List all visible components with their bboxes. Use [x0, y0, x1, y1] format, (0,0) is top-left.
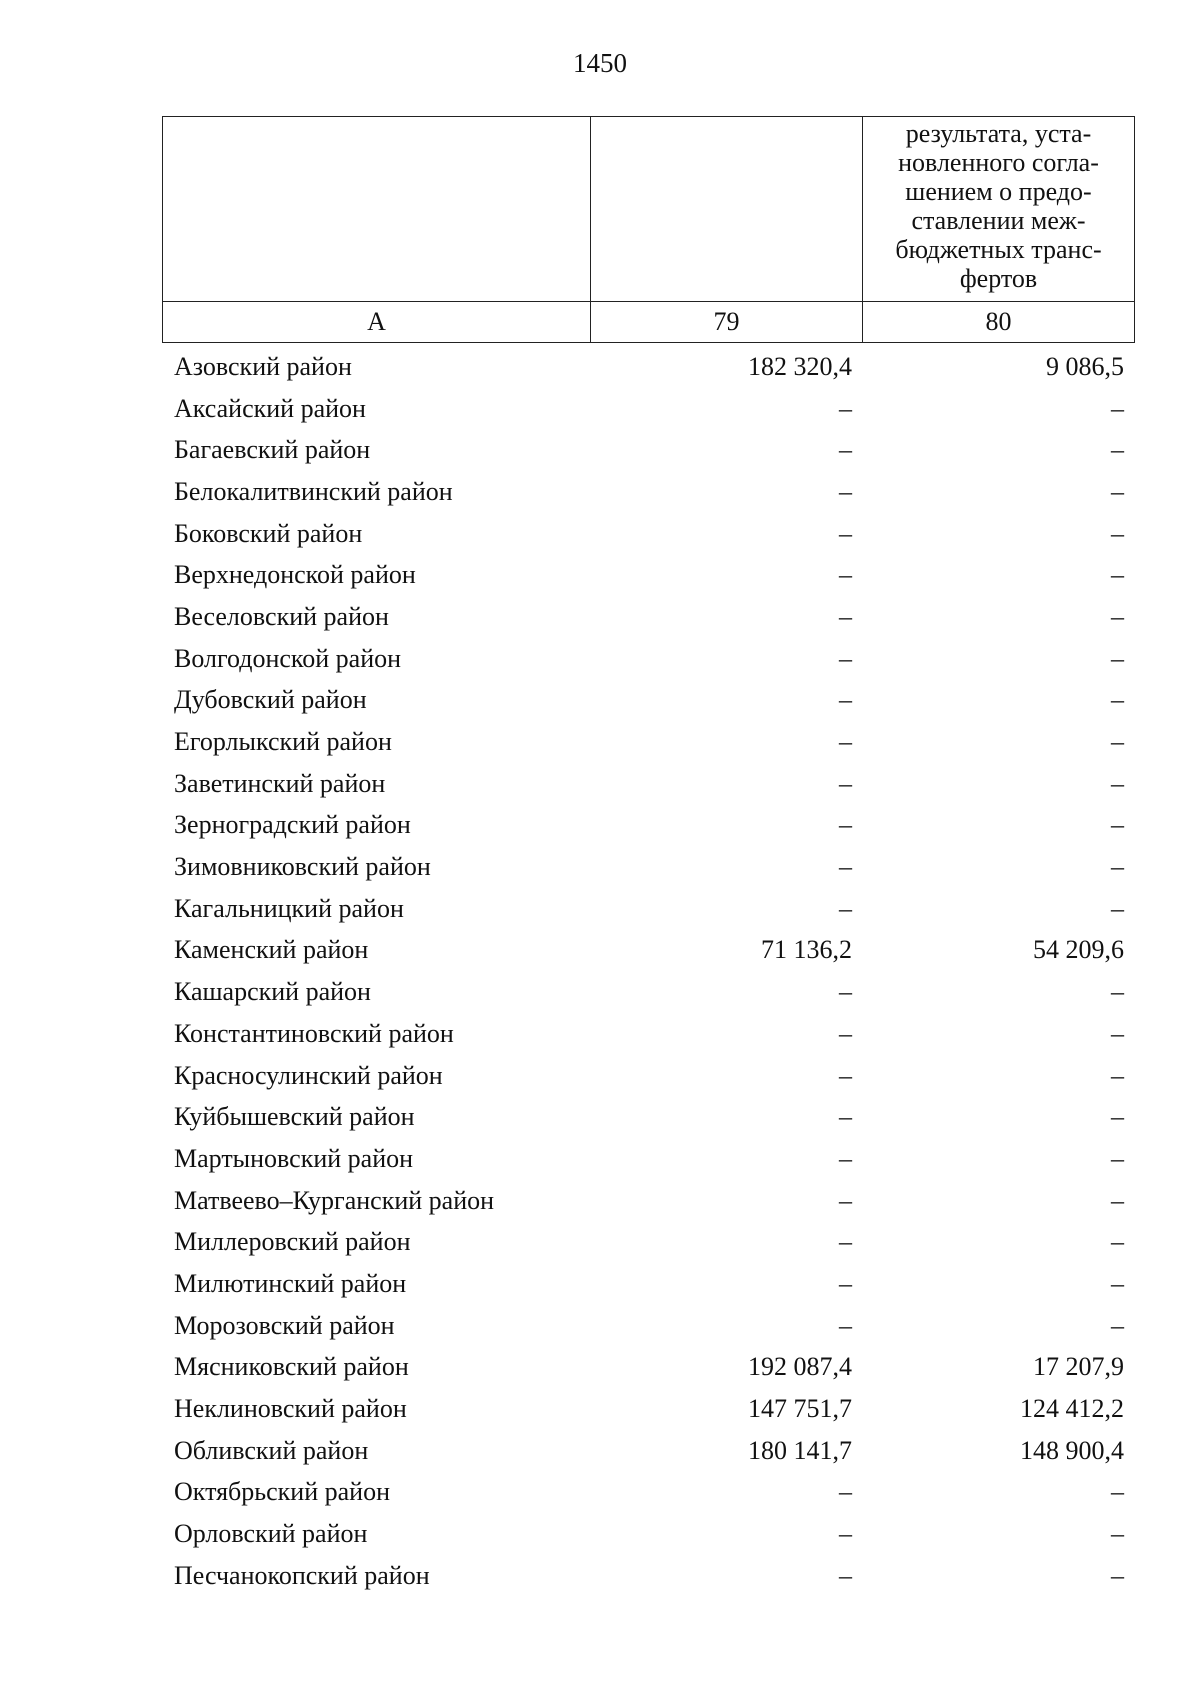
table-body: [162, 346, 1134, 1597]
table-row: [162, 1305, 1134, 1347]
value-col-79: –: [839, 1268, 852, 1298]
value-col-80: –: [1111, 643, 1124, 673]
value-col-80: –: [1111, 1560, 1124, 1590]
header-cell-80: [863, 117, 1135, 302]
district-name: Кашарский район: [174, 977, 371, 1007]
table-row: [162, 554, 1134, 596]
district-name: Орловский район: [174, 1519, 368, 1549]
header-cell-a: [163, 117, 591, 302]
value-col-80: –: [1111, 1519, 1124, 1549]
value-col-79: –: [839, 1018, 852, 1048]
value-col-79: –: [839, 601, 852, 631]
value-col-80: –: [1111, 1060, 1124, 1090]
value-col-79: –: [839, 1310, 852, 1340]
value-col-80: –: [1111, 1185, 1124, 1215]
value-col-79: –: [839, 1560, 852, 1590]
header-col-80-line: шением о предо-: [905, 177, 1092, 206]
district-name: Багаевский район: [174, 435, 371, 465]
table-row: [162, 721, 1134, 763]
value-col-79: 71 136,2: [761, 935, 852, 965]
district-name: Кагальницкий район: [174, 893, 404, 923]
value-col-80: –: [1111, 977, 1124, 1007]
table-row: [162, 429, 1134, 471]
district-name: Белокалитвинский район: [174, 476, 453, 506]
value-col-79: –: [839, 560, 852, 590]
header-number-row: [163, 302, 1135, 343]
value-col-80: 9 086,5: [1046, 351, 1124, 381]
table-row: [162, 388, 1134, 430]
value-col-79: –: [839, 1477, 852, 1507]
column-number-80: 80: [863, 302, 1135, 343]
value-col-80: –: [1111, 727, 1124, 757]
district-name: Егорлыкский район: [174, 727, 392, 757]
table-row: [162, 846, 1134, 888]
district-name: Боковский район: [174, 518, 363, 548]
table-row: [162, 1221, 1134, 1263]
value-col-80: –: [1111, 476, 1124, 506]
district-name: Песчанокопский район: [174, 1560, 430, 1590]
district-name: Каменский район: [174, 935, 369, 965]
value-col-80: –: [1111, 435, 1124, 465]
district-name: Азовский район: [174, 351, 352, 381]
district-name: Зимовниковский район: [174, 852, 431, 882]
table-row: [162, 763, 1134, 805]
value-col-79: –: [839, 727, 852, 757]
table-header: [162, 116, 1135, 343]
table-row: [162, 471, 1134, 513]
table-row: [162, 1013, 1134, 1055]
table-row: [162, 638, 1134, 680]
value-col-79: 192 087,4: [748, 1352, 852, 1382]
table-row: [162, 1513, 1134, 1555]
table-row: [162, 1388, 1134, 1430]
table-row: [162, 971, 1134, 1013]
value-col-80: –: [1111, 810, 1124, 840]
header-description-row: [163, 117, 1135, 302]
table-row: [162, 346, 1134, 388]
header-col-80-line: ставлении меж-: [911, 206, 1086, 235]
table-row: [162, 1472, 1134, 1514]
value-col-79: –: [839, 1185, 852, 1215]
value-col-80: –: [1111, 1227, 1124, 1257]
value-col-80: –: [1111, 1102, 1124, 1132]
district-name: Октябрьский район: [174, 1477, 390, 1507]
value-col-80: –: [1111, 893, 1124, 923]
value-col-79: –: [839, 1143, 852, 1173]
table-row: [162, 680, 1134, 722]
value-col-80: –: [1111, 518, 1124, 548]
table-row: [162, 930, 1134, 972]
value-col-79: 147 751,7: [748, 1394, 852, 1424]
page-number: 1450: [573, 48, 627, 78]
district-name: Мясниковский район: [174, 1352, 409, 1382]
column-number-79: 79: [591, 302, 863, 343]
value-col-79: –: [839, 977, 852, 1007]
value-col-80: 54 209,6: [1033, 935, 1124, 965]
table-row: [162, 1180, 1134, 1222]
header-col-80-line: результата, уста-: [905, 119, 1092, 148]
district-name: Куйбышевский район: [174, 1102, 415, 1132]
value-col-79: –: [839, 1060, 852, 1090]
value-col-79: –: [839, 1519, 852, 1549]
district-name: Веселовский район: [174, 601, 389, 631]
value-col-80: –: [1111, 768, 1124, 798]
value-col-79: 182 320,4: [748, 351, 852, 381]
value-col-80: –: [1111, 852, 1124, 882]
value-col-80: 124 412,2: [1020, 1394, 1124, 1424]
value-col-79: 180 141,7: [748, 1435, 852, 1465]
table-row: [162, 888, 1134, 930]
district-name: Миллеровский район: [174, 1227, 411, 1257]
table-row: [162, 1347, 1134, 1389]
value-col-80: –: [1111, 1143, 1124, 1173]
value-col-79: –: [839, 810, 852, 840]
header-col-80-description: [863, 117, 1134, 301]
table-row: [162, 1138, 1134, 1180]
value-col-79: –: [839, 685, 852, 715]
table-row: [162, 1096, 1134, 1138]
header-col-80-line: фертов: [959, 264, 1038, 293]
value-col-80: –: [1111, 1477, 1124, 1507]
value-col-79: –: [839, 643, 852, 673]
district-name: Аксайский район: [174, 393, 366, 423]
table-row: [162, 1555, 1134, 1597]
table-row: [162, 513, 1134, 555]
district-name: Матвеево–Курганский район: [174, 1185, 495, 1215]
value-col-79: –: [839, 852, 852, 882]
value-col-80: –: [1111, 685, 1124, 715]
value-col-80: –: [1111, 1018, 1124, 1048]
value-col-79: –: [839, 393, 852, 423]
district-name: Обливский район: [174, 1435, 369, 1465]
value-col-80: –: [1111, 1310, 1124, 1340]
value-col-79: –: [839, 1227, 852, 1257]
value-col-80: –: [1111, 1268, 1124, 1298]
table-row: [162, 1055, 1134, 1097]
column-number-a: А: [163, 302, 591, 343]
value-col-80: 17 207,9: [1033, 1352, 1124, 1382]
district-name: Зерноградский район: [174, 810, 411, 840]
value-col-80: –: [1111, 393, 1124, 423]
header-col-80-line: новленного согла-: [898, 148, 1099, 177]
district-name: Неклиновский район: [174, 1394, 407, 1424]
district-name: Милютинский район: [174, 1268, 407, 1298]
value-col-79: –: [839, 518, 852, 548]
value-col-80: 148 900,4: [1020, 1435, 1124, 1465]
value-col-79: –: [839, 476, 852, 506]
value-col-79: –: [839, 893, 852, 923]
district-name: Константиновский район: [174, 1018, 454, 1048]
header-col-80-line: бюджетных транс-: [895, 235, 1102, 264]
value-col-79: –: [839, 1102, 852, 1132]
table-row: [162, 1430, 1134, 1472]
header-cell-79: [591, 117, 863, 302]
value-col-80: –: [1111, 601, 1124, 631]
district-name: Волгодонской район: [174, 643, 402, 673]
table-row: [162, 805, 1134, 847]
table-row: [162, 596, 1134, 638]
table-row: [162, 1263, 1134, 1305]
district-name: Мартыновский район: [174, 1143, 414, 1173]
district-name: Заветинский район: [174, 768, 386, 798]
district-name: Красносулинский район: [174, 1060, 443, 1090]
district-name: Морозовский район: [174, 1310, 395, 1340]
value-col-80: –: [1111, 560, 1124, 590]
district-name: Верхнедонской район: [174, 560, 416, 590]
value-col-79: –: [839, 768, 852, 798]
district-name: Дубовский район: [174, 685, 367, 715]
value-col-79: –: [839, 435, 852, 465]
